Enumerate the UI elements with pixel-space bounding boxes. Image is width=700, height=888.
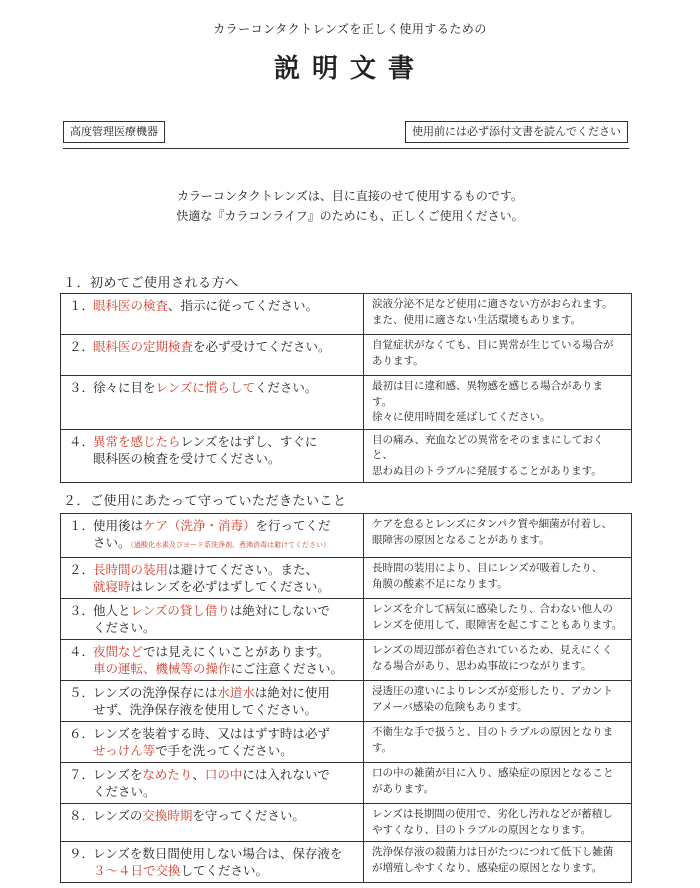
rule-text: レンズを <box>93 767 143 782</box>
rule-text: 他人と <box>93 603 131 618</box>
item-number: ３． <box>69 380 95 395</box>
rule-text: ください。 <box>254 380 318 395</box>
table-row <box>61 763 632 804</box>
rule-text: を守ってください。 <box>192 808 305 823</box>
emphasis-text: 夜間など <box>93 644 144 659</box>
section1-table <box>60 293 632 483</box>
emphasis-text: 異常を感じたら <box>93 433 181 449</box>
table-row <box>61 429 632 483</box>
section1-table-body <box>61 294 632 483</box>
table-row <box>61 376 632 430</box>
item-number: ９． <box>69 846 95 861</box>
item-number: ４． <box>69 644 95 659</box>
item-number: ２． <box>69 339 95 354</box>
reason-cell <box>364 558 632 599</box>
reason-line: 最初は目に違和感、異物感を感じる場合があります。 <box>372 380 603 408</box>
rule-line <box>69 684 355 701</box>
rule-line <box>69 578 355 595</box>
reason-line: あります。 <box>372 354 424 367</box>
item-number: ７． <box>69 767 95 782</box>
rule-text: 眼科医の検査を受けてください。 <box>93 450 281 466</box>
table-row <box>61 640 632 681</box>
reason-line: す。 <box>372 741 393 754</box>
rule-text: せず、洗浄保存液を使用してください。 <box>93 702 318 717</box>
section1-heading: １．初めてご使用される方へ <box>63 276 239 291</box>
rule-line <box>69 643 355 660</box>
rule-text: は絶対に使用 <box>254 685 330 700</box>
rule-text: レンズを装着する時、又ははずす時は必ず <box>93 726 330 741</box>
intro-line: カラーコンタクトレンズは、目に直接のせて使用するものです。 <box>177 189 523 203</box>
medical-device-class-label: 高度管理医療機器 <box>63 121 165 143</box>
reason-cell <box>364 640 632 681</box>
rule-text: 、指示に従ってください。 <box>168 298 319 313</box>
rule-text: で手を洗ってください。 <box>155 743 293 758</box>
rule-cell <box>61 558 364 599</box>
table-row <box>61 804 632 842</box>
table-row <box>61 558 632 599</box>
emphasis-text: 就寝時 <box>93 579 131 594</box>
reason-line: 自覚症状がなくても、目に異常が生じている場合が <box>372 339 614 351</box>
rule-text: さい。 <box>93 535 131 550</box>
rule-line <box>69 450 355 467</box>
rule-line <box>69 807 355 824</box>
rule-text: はレンズを必ずはずしてください。 <box>130 579 330 594</box>
reason-cell <box>364 763 632 804</box>
table-row <box>61 681 632 722</box>
rule-line <box>69 561 355 578</box>
rule-line <box>69 379 355 396</box>
emphasis-text: せっけん等 <box>93 743 156 758</box>
reason-cell <box>364 681 632 722</box>
rule-text: ください。 <box>93 784 156 799</box>
reason-line: 不衛生な手で扱うと、目のトラブルの原因となりま <box>372 726 614 738</box>
reason-line: があります。 <box>372 782 435 795</box>
document-subtitle: カラーコンタクトレンズを正しく使用するための <box>213 22 487 36</box>
item-number: ３． <box>69 603 95 618</box>
rule-line <box>69 433 355 450</box>
reason-line: レンズは長期間の使用で、劣化し汚れなどが蓄積し <box>372 808 613 820</box>
rule-text: を行ってくだ <box>255 518 331 533</box>
reason-line: が増殖しやすくなり、感染症の原因となります。 <box>372 861 603 874</box>
reason-cell <box>364 804 632 842</box>
reason-line: また、使用に適さない生活環境もあります。 <box>372 313 582 326</box>
rule-cell <box>61 804 364 842</box>
item-number: １． <box>69 298 95 313</box>
rule-text: 使用後は <box>93 518 144 533</box>
reason-line: 目の痛み、充血などの異常をそのままにしておくと、 <box>372 433 604 461</box>
rule-text: レンズをはずし、すぐに <box>180 433 318 449</box>
reason-line: 思わぬ目のトラブルに発展することがあります。 <box>372 464 602 477</box>
rule-line <box>69 338 355 355</box>
emphasis-text: 交換時期 <box>142 808 193 823</box>
reason-cell <box>364 599 632 640</box>
read-instructions-notice: 使用前には必ず添付文書を読んでください <box>405 121 628 143</box>
rule-text: ください。 <box>93 620 156 635</box>
rule-cell <box>61 514 364 558</box>
rule-line <box>69 660 355 677</box>
emphasis-text: なめたり <box>142 767 193 782</box>
reason-line: アメーバ感染の危険もあります。 <box>372 700 528 713</box>
rule-line <box>69 783 355 800</box>
item-number: ６． <box>69 726 95 741</box>
emphasis-text: （過酸化水素及びヨード系洗浄剤、煮沸消毒は避けてください） <box>130 541 331 549</box>
emphasis-text: レンズに慣らして <box>155 380 255 395</box>
emphasis-text: 車の運転、機械等の操作 <box>93 661 231 676</box>
rule-cell <box>61 376 364 430</box>
rule-text: レンズを数日間使用しない場合は、保存液を <box>93 846 343 861</box>
rule-text: では見えにくいことがあります。 <box>143 644 330 659</box>
header-divider <box>63 148 629 149</box>
emphasis-text: 口の中 <box>204 767 243 782</box>
reason-line: レンズの周辺部が着色されているため、見えにくく <box>372 644 613 656</box>
reason-cell <box>364 514 632 558</box>
rule-line <box>69 766 355 783</box>
item-number: ８． <box>69 808 95 823</box>
rule-text: にご注意ください。 <box>230 661 344 676</box>
rule-text: には入れないで <box>242 767 330 782</box>
emphasis-text: 眼科医の定期検査 <box>93 339 194 354</box>
reason-cell <box>364 722 632 763</box>
item-number: ４． <box>69 433 95 449</box>
reason-line: 洗浄保存液の殺菌力は日がたつにつれて低下し雑菌 <box>372 846 614 858</box>
reason-line: やすくなり、目のトラブルの原因となります。 <box>372 823 592 836</box>
reason-cell <box>364 429 632 483</box>
rule-line <box>69 517 355 534</box>
rule-text: 徐々に目を <box>93 380 156 395</box>
rule-line <box>69 619 355 636</box>
reason-line: 眼障害の原因となることがあります。 <box>372 533 550 546</box>
reason-line: 口の中の雑菌が目に入り、感染症の原因となること <box>372 767 614 779</box>
item-number: １． <box>69 518 95 533</box>
rule-cell <box>61 722 364 763</box>
rule-cell <box>61 763 364 804</box>
table-row <box>61 842 632 883</box>
rule-text: してください。 <box>180 863 269 878</box>
reason-line: 角膜の酸素不足になります。 <box>372 577 508 590</box>
emphasis-text: 眼科医の検査 <box>93 298 169 313</box>
reason-cell <box>364 842 632 883</box>
rule-line <box>69 602 355 619</box>
rule-cell <box>61 429 364 483</box>
emphasis-text: 長時間の装用 <box>93 562 169 577</box>
emphasis-text: 水道水 <box>217 685 255 700</box>
reason-line: なる場合があり、思わぬ事故につながります。 <box>372 659 592 672</box>
rule-cell <box>61 294 364 335</box>
rule-text: 、 <box>192 767 205 782</box>
reason-line: レンズを介して病気に感染したり、合わない他人の <box>372 603 613 615</box>
reason-line: 長時間の装用により、目にレンズが吸着したり、 <box>372 562 603 574</box>
emphasis-text: ケア（洗浄・消毒） <box>143 518 256 533</box>
table-row <box>61 599 632 640</box>
item-number: ５． <box>69 685 95 700</box>
table-row <box>61 722 632 763</box>
rule-line <box>69 862 355 879</box>
rule-line <box>69 534 355 554</box>
reason-cell <box>364 335 632 376</box>
reason-cell <box>364 294 632 335</box>
rule-cell <box>61 335 364 376</box>
table-row <box>61 294 632 335</box>
reason-line: 浸透圧の違いによりレンズが変形したり、アカント <box>372 685 613 697</box>
rule-line <box>69 725 355 742</box>
rule-text: は避けてください。また、 <box>168 562 319 577</box>
rule-text: を必ず受けてください。 <box>193 339 331 354</box>
section2-heading: ２．ご使用にあたって守っていただきたいこと <box>63 494 347 509</box>
reason-line: レンズを使用して、眼障害を起こすこともあります。 <box>372 618 623 631</box>
document-title: 説明文書 <box>273 54 426 84</box>
rule-cell <box>61 842 364 883</box>
emphasis-text: レンズの貸し借り <box>130 603 230 618</box>
rule-line <box>69 845 355 862</box>
rule-line <box>69 742 355 759</box>
intro-line: 快適な『カラコンライフ』のためにも、正しくご使用ください。 <box>176 209 524 223</box>
rule-line <box>69 701 355 718</box>
rule-text: レンズの洗浄保存には <box>93 685 218 700</box>
rule-text: は絶対にしないで <box>229 603 330 618</box>
rule-text: レンズの <box>93 808 143 823</box>
emphasis-text: ３～４日で交換 <box>93 863 181 878</box>
rule-line <box>69 297 355 314</box>
section2-table <box>60 513 632 883</box>
rule-cell <box>61 599 364 640</box>
table-row <box>61 514 632 558</box>
reason-line: 涙液分泌不足など使用に適さない方がおられます。 <box>372 298 613 310</box>
rule-cell <box>61 681 364 722</box>
reason-cell <box>364 376 632 430</box>
item-number: ２． <box>69 562 95 577</box>
table-row <box>61 335 632 376</box>
reason-line: 徐々に使用時間を延ばしてください。 <box>372 411 551 423</box>
section2-table-body <box>61 514 632 883</box>
intro-text <box>0 186 700 226</box>
reason-line: ケアを怠るとレンズにタンパク質や細菌が付着し、 <box>372 518 613 530</box>
rule-cell <box>61 640 364 681</box>
